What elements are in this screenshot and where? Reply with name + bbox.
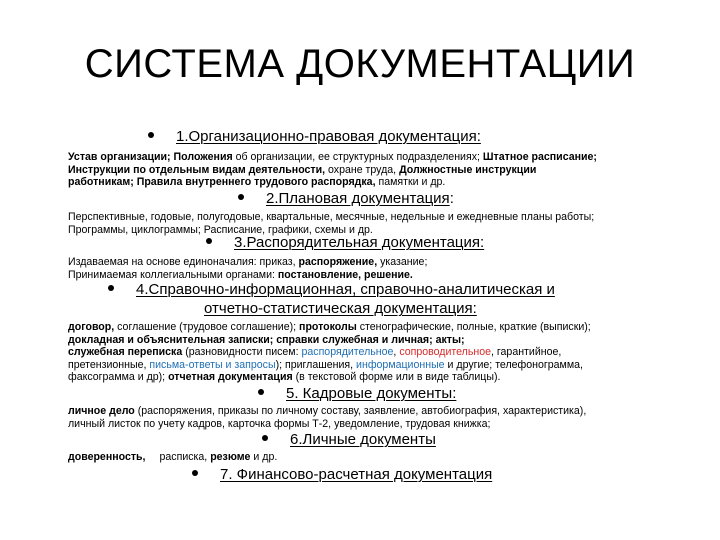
paragraph-reference-info: [68, 321, 716, 384]
heading-text: 6.Личные документы: [290, 431, 436, 448]
paragraph-organizational-legal: [68, 151, 716, 189]
heading-text: 5. Кадровые документы:: [286, 385, 457, 402]
heading-text: 2.Плановая документация: [266, 190, 450, 207]
bullet-icon: [262, 435, 268, 441]
text-line: Издаваемая на основе единоначалия: приказ, распоряжение, указание;: [68, 256, 428, 268]
text-line: личный листок по учету кадров, карточка формы Т-2, уведомление, трудовая книжка;: [68, 417, 491, 430]
heading-reference-info: [108, 281, 555, 298]
heading-planning: 2.Плановая документация:: [238, 190, 454, 207]
text-line: Перспективные, годовые, полугодовые, квартальные, месячные, недельные и ежедневные планы работы;: [68, 211, 595, 223]
bullet-icon: [238, 194, 244, 200]
bullet-icon: [108, 285, 114, 291]
text-line: претензионные, письма-ответы и запросы); приглашения, информационные и другие; телефонограмма,: [68, 358, 583, 371]
heading-text: 4.Справочно-информационная, справочно-аналитическая и: [136, 281, 555, 298]
paragraph-personnel: [68, 405, 716, 430]
heading-personal-documents: [262, 431, 436, 448]
text-line: факсограмма и др); отчетная документация (в текстовой форме или в виде таблицы).: [68, 371, 501, 383]
text-line: доверенность, расписка, резюме и др.: [68, 451, 278, 463]
page-title: СИСТЕМА ДОКУМЕНТАЦИИ: [84, 42, 636, 86]
heading-reference-info-line2: [204, 300, 477, 317]
heading-financial: [192, 466, 492, 483]
text-line: Программы, циклограммы; Расписание, графики, схемы и др.: [68, 223, 373, 236]
heading-administrative: [206, 234, 484, 251]
text-line: служебная переписка (разновидности писем: распорядительное, сопроводительное, гарантийное,: [68, 346, 562, 358]
paragraph-administrative: [68, 256, 716, 281]
bullet-icon: [258, 389, 264, 395]
text-line: Инструкции по отдельным видам деятельности, охране труда, Должностные инструкции: [68, 163, 537, 176]
heading-organizational-legal: [148, 128, 481, 145]
bullet-icon: [206, 238, 212, 244]
text-line: работникам; Правила внутреннего трудового распорядка, памятки и др.: [68, 176, 446, 188]
text-line: докладная и объяснительная записки; справки служебная и личная; акты;: [68, 333, 465, 346]
heading-text: 7. Финансово-расчетная документация: [220, 466, 493, 483]
heading-text: 3.Распорядительная документация:: [234, 234, 485, 251]
text-line: Принимаемая коллегиальными органами: постановление, решение.: [68, 268, 413, 281]
text-line: Устав организации; Положения об организации, ее структурных подразделениях; Штатное расписание;: [68, 151, 597, 163]
heading-text: 1.Организационно-правовая документация:: [176, 128, 481, 145]
bullet-icon: [148, 132, 154, 138]
paragraph-personal-documents: [68, 451, 716, 464]
bullet-icon: [192, 470, 198, 476]
text-line: личное дело (распоряжения, приказы по личному составу, заявление, автобиография, характеристика),: [68, 405, 587, 417]
heading-personnel: [258, 385, 456, 402]
heading-text: отчетно-статистическая документация:: [204, 300, 477, 317]
paragraph-planning: [68, 211, 716, 236]
text-line: договор, соглашение (трудовое соглашение); протоколы стенографические, полные, краткие (выписки);: [68, 321, 591, 333]
